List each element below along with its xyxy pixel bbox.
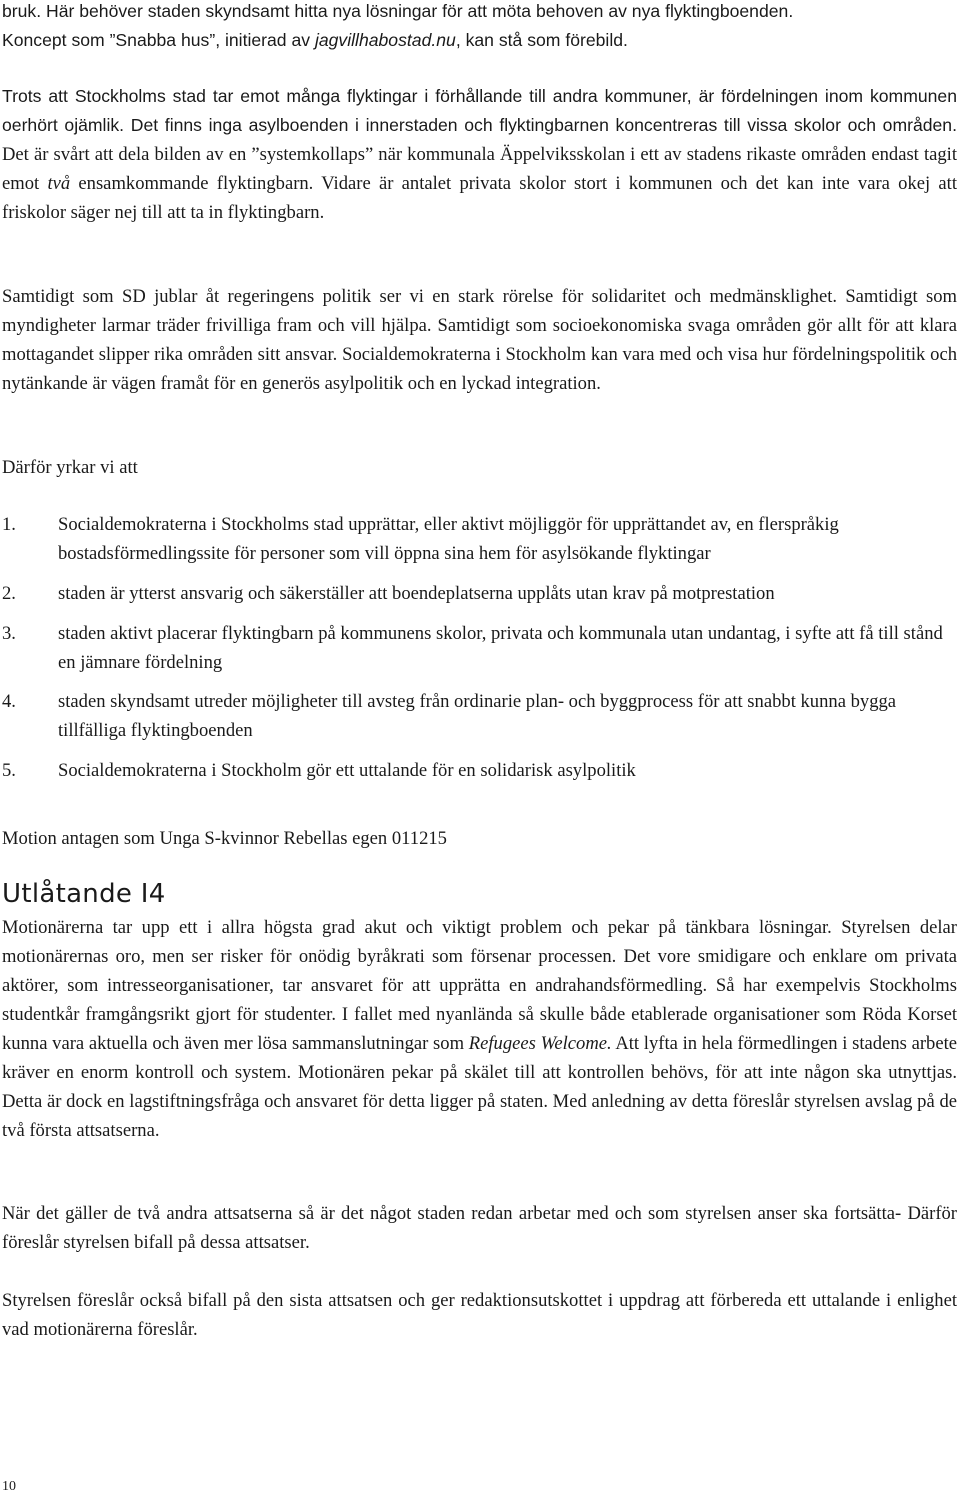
demand-text: Socialdemokraterna i Stockholm gör ett uttalande för en solidarisk asylpolitik bbox=[58, 760, 636, 781]
intro-paragraph bbox=[2, 0, 957, 55]
demand-number: 1. bbox=[2, 514, 16, 535]
intro-line-2-pre: Koncept som ”Snabba hus”, initierad av bbox=[2, 30, 315, 50]
statement-heading: Utlåtande I4 bbox=[2, 879, 166, 909]
motion-note: Motion antagen som Unga S-kvinnor Rebellas egen 011215 bbox=[2, 828, 447, 849]
statement-paragraph-2: När det gäller de två andra attsatserna så är det något staden redan arbetar med och som styrelsen anser ska fortsätta- Därför föreslår styrelsen bifall på dessa attsatser. bbox=[2, 1203, 957, 1253]
statement-1-emphasis: Refugees Welcome. bbox=[468, 1033, 612, 1054]
intro-website: jagvillhabostad.nu bbox=[314, 30, 456, 50]
inequality-sans-text: Trots att Stockholms stad tar emot många flyktingar i förhållande till andra kommuner, är fördelningen inom kommunen oerhört ojämlik. Det finns inga asylboenden i innerstaden och flyktingbarnen koncentreras till vissa skolor och områden. bbox=[2, 86, 957, 135]
statement-1-post: Att lyfta in hela förmedlingen i stadens arbete kräver en enorm kontroll och system. Motionären pekar på skälet till att kontrollen behövs, för att inte någon ska utnyttjas. Detta är dock en lagstiftningsfråga och ansvaret för detta ligger på staten. Med anledning av detta föreslår styrelsen avslag på de två första attsatserna. bbox=[2, 1033, 957, 1141]
demand-number: 3. bbox=[2, 623, 16, 644]
inequality-emphasis: två bbox=[47, 173, 71, 194]
demand-text: staden skyndsamt utreder möjligheter till avsteg från ordinarie plan- och byggprocess för att snabbt kunna bygga tillfälliga flyktingboenden bbox=[58, 691, 897, 741]
statement-1-pre: Motionärerna tar upp ett i allra högsta grad akut och viktigt problem och pekar på tänkbara lösningar. Styrelsen delar motionärernas oro, men ser risker för onödig byråkrati som försenar processen. Det vore smidigare och enklare om privata aktörer, som intresseorganisationer, tar ansvaret för att upprätta en andrahandsförmedling. Så har exempelvis Stockholms studentkår framgångsrikt gjort för studenter. I fallet med nyanlända så skulle både etablerade organisationer som Röda Korset kunna vara aktuella och även mer lösa sammanslutningar som bbox=[2, 917, 957, 1054]
demand-text: staden aktivt placerar flyktingbarn på kommunens skolor, privata och kommunala utan undantag, i syfte att få till stånd en jämnare fördelning bbox=[58, 623, 943, 673]
demand-number: 4. bbox=[2, 691, 16, 712]
page-number: 10 bbox=[2, 1479, 16, 1494]
demand-item-4 bbox=[2, 687, 957, 745]
intro-line-2-post: , kan stå som förebild. bbox=[455, 30, 628, 50]
statement-paragraph-1 bbox=[2, 913, 957, 1145]
demand-text: Socialdemokraterna i Stockholms stad upprättar, eller aktivt möjliggör för upprättandet av, en flerspråkig bostadsförmedlingssite för personer som vill öppna sina hem för asylsökande flyktingar bbox=[58, 514, 839, 564]
demand-number: 5. bbox=[2, 760, 16, 781]
demand-intro: Därför yrkar vi att bbox=[2, 457, 138, 478]
demand-item-3 bbox=[2, 619, 957, 677]
inequality-serif-post: ensamkommande flyktingbarn. Vidare är antalet privata skolor stort i kommunen och det kan inte vara okej att friskolor säger nej till att ta in flyktingbarn. bbox=[2, 173, 958, 223]
demand-text: staden är ytterst ansvarig och säkerställer att boendeplatserna upplåts utan krav på motprestation bbox=[58, 583, 775, 604]
demand-number: 2. bbox=[2, 583, 16, 604]
inequality-serif-pre: Det är svårt att dela bilden av en ”systemkollaps” när kommunala Äppelviksskolan i ett av stadens rikaste områden endast tagit emot bbox=[2, 144, 957, 194]
intro-line-1: bruk. Här behöver staden skyndsamt hitta nya lösningar för att möta behoven av nya flyktingboenden. bbox=[2, 1, 794, 21]
demand-item-2 bbox=[2, 579, 957, 608]
demand-item-5 bbox=[2, 756, 957, 785]
inequality-paragraph bbox=[2, 82, 957, 227]
demand-item-1 bbox=[2, 510, 957, 568]
solidarity-paragraph: Samtidigt som SD jublar åt regeringens politik ser vi en stark rörelse för solidaritet och medmänsklighet. Samtidigt som myndigheter larmar träder frivilliga fram och vill hjälpa. Samtidigt som socioekonomiska svaga områden gör allt för att klara mottagandet slipper rika områden sitt ansvar. Socialdemokraterna i Stockholm kan vara med och visa hur fördelningspolitik och nytänkande är vägen framåt för en generös asylpolitik och en lyckad integration. bbox=[2, 286, 957, 394]
statement-paragraph-3: Styrelsen föreslår också bifall på den sista attsatsen och ger redaktionsutskottet i uppdrag att förbereda ett uttalande i enlighet vad motionärerna föreslår. bbox=[2, 1290, 957, 1340]
